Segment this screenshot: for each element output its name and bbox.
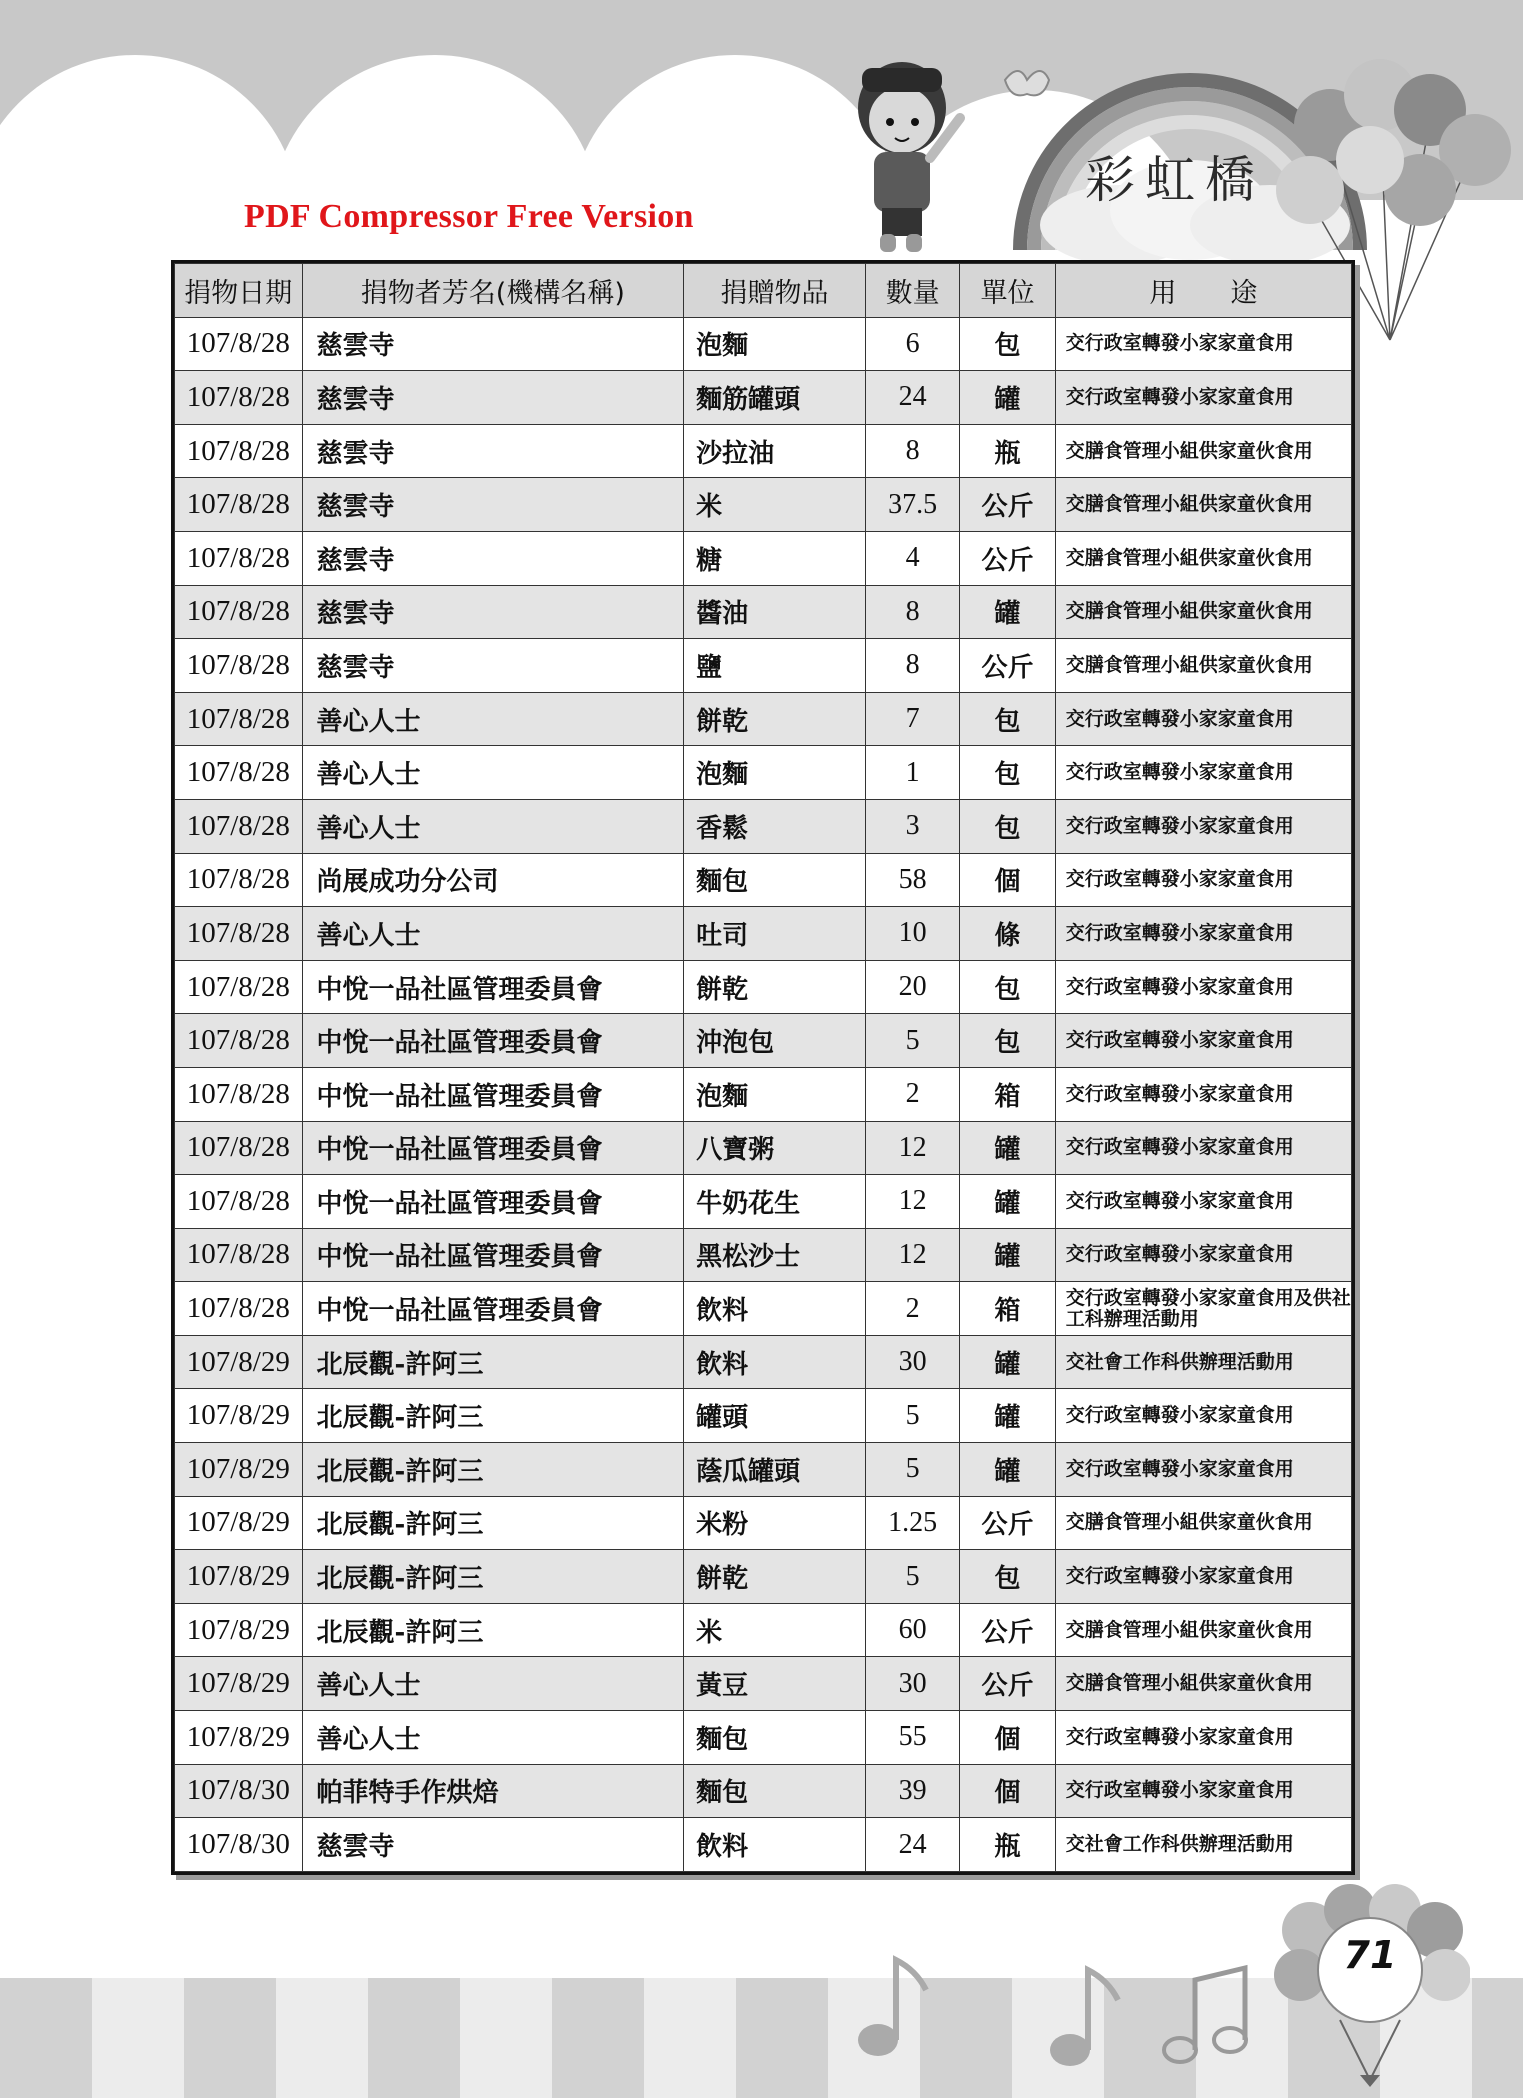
cell-donor: 中悅一品社區管理委員會: [302, 1121, 684, 1175]
table-row: [175, 1175, 1352, 1229]
cell-qty: 4: [865, 531, 959, 585]
cell-item: 麵包: [684, 1711, 866, 1765]
table-row: [175, 692, 1352, 746]
cell-date: 107/8/28: [175, 907, 303, 961]
cell-item: 沙拉油: [684, 424, 866, 478]
cell-unit: 個: [960, 1711, 1055, 1765]
cell-unit: 公斤: [960, 1496, 1055, 1550]
table-row: [175, 371, 1352, 425]
table-row: [175, 853, 1352, 907]
table-row: [175, 1550, 1352, 1604]
cell-donor: 北辰觀-許阿三: [302, 1443, 684, 1497]
header-unit: 單位: [960, 264, 1055, 318]
cell-donor: 慈雲寺: [302, 317, 684, 371]
cell-date: 107/8/29: [175, 1657, 303, 1711]
cell-qty: 20: [865, 960, 959, 1014]
cell-qty: 5: [865, 1550, 959, 1604]
cell-item: 牛奶花生: [684, 1175, 866, 1229]
cell-donor: 慈雲寺: [302, 478, 684, 532]
cell-unit: 公斤: [960, 531, 1055, 585]
cell-item: 麵筋罐頭: [684, 371, 866, 425]
cell-date: 107/8/28: [175, 317, 303, 371]
table-row: [175, 1228, 1352, 1282]
cell-qty: 39: [865, 1764, 959, 1818]
cell-donor: 中悅一品社區管理委員會: [302, 960, 684, 1014]
cell-donor: 善心人士: [302, 746, 684, 800]
table-row: [175, 317, 1352, 371]
cell-date: 107/8/29: [175, 1496, 303, 1550]
cell-qty: 30: [865, 1657, 959, 1711]
heart-balloon-decoration: [1270, 1880, 1470, 2090]
cell-purpose: 交膳食管理小組供家童伙食用: [1055, 639, 1351, 693]
cell-donor: 中悅一品社區管理委員會: [302, 1228, 684, 1282]
cell-unit: 包: [960, 746, 1055, 800]
cell-qty: 8: [865, 424, 959, 478]
cell-qty: 7: [865, 692, 959, 746]
cell-purpose: 交行政室轉發小家家童食用: [1055, 1764, 1351, 1818]
cell-qty: 8: [865, 639, 959, 693]
table-row: [175, 639, 1352, 693]
cell-item: 米: [684, 478, 866, 532]
cell-purpose: 交膳食管理小組供家童伙食用: [1055, 1496, 1351, 1550]
cell-purpose: 交行政室轉發小家家童食用: [1055, 1014, 1351, 1068]
cell-purpose: 交行政室轉發小家家童食用: [1055, 960, 1351, 1014]
table-row: [175, 1389, 1352, 1443]
cell-item: 餅乾: [684, 960, 866, 1014]
cell-unit: 罐: [960, 1443, 1055, 1497]
cell-donor: 尚展成功分公司: [302, 853, 684, 907]
table-row: [175, 1711, 1352, 1765]
header-item: 捐贈物品: [684, 264, 866, 318]
cell-purpose: 交膳食管理小組供家童伙食用: [1055, 478, 1351, 532]
cell-qty: 3: [865, 799, 959, 853]
cell-unit: 箱: [960, 1067, 1055, 1121]
cell-qty: 10: [865, 907, 959, 961]
cell-date: 107/8/29: [175, 1335, 303, 1389]
cell-date: 107/8/28: [175, 371, 303, 425]
header-scallop: [0, 55, 300, 200]
cell-purpose: 交行政室轉發小家家童食用: [1055, 371, 1351, 425]
brand-title: 彩虹橋: [1085, 151, 1265, 209]
cell-qty: 12: [865, 1121, 959, 1175]
cell-unit: 罐: [960, 1389, 1055, 1443]
cell-date: 107/8/29: [175, 1603, 303, 1657]
cell-date: 107/8/28: [175, 1282, 303, 1336]
cell-purpose: 交行政室轉發小家家童食用: [1055, 1175, 1351, 1229]
cell-unit: 罐: [960, 1228, 1055, 1282]
cell-unit: 罐: [960, 1175, 1055, 1229]
cell-date: 107/8/28: [175, 746, 303, 800]
cell-donor: 北辰觀-許阿三: [302, 1389, 684, 1443]
cell-item: 醬油: [684, 585, 866, 639]
cell-item: 麵包: [684, 1764, 866, 1818]
cell-qty: 58: [865, 853, 959, 907]
cell-unit: 包: [960, 1550, 1055, 1604]
cell-qty: 37.5: [865, 478, 959, 532]
cell-item: 黑松沙士: [684, 1228, 866, 1282]
cell-donor: 北辰觀-許阿三: [302, 1550, 684, 1604]
table-row: [175, 531, 1352, 585]
cell-qty: 12: [865, 1228, 959, 1282]
table-row: [175, 1657, 1352, 1711]
cell-unit: 公斤: [960, 478, 1055, 532]
cell-date: 107/8/28: [175, 1175, 303, 1229]
cell-qty: 2: [865, 1067, 959, 1121]
cell-item: 泡麵: [684, 317, 866, 371]
cell-donor: 中悅一品社區管理委員會: [302, 1175, 684, 1229]
table-row: [175, 746, 1352, 800]
cell-qty: 55: [865, 1711, 959, 1765]
cell-purpose: 交社會工作科供辦理活動用: [1055, 1818, 1351, 1872]
watermark-text: PDF Compressor Free Version: [244, 198, 694, 235]
cell-item: 罐頭: [684, 1389, 866, 1443]
cell-unit: 包: [960, 960, 1055, 1014]
cell-date: 107/8/28: [175, 1067, 303, 1121]
cell-donor: 善心人士: [302, 1711, 684, 1765]
cell-unit: 罐: [960, 371, 1055, 425]
cell-unit: 公斤: [960, 1603, 1055, 1657]
cell-unit: 個: [960, 1764, 1055, 1818]
cell-qty: 24: [865, 1818, 959, 1872]
table-row: [175, 1121, 1352, 1175]
cell-unit: 罐: [960, 585, 1055, 639]
cell-item: 黃豆: [684, 1657, 866, 1711]
table-row: [175, 960, 1352, 1014]
cell-item: 飲料: [684, 1818, 866, 1872]
cell-date: 107/8/28: [175, 1014, 303, 1068]
table-row: [175, 1443, 1352, 1497]
header-purpose: 用 途: [1055, 264, 1351, 318]
cell-item: 鹽: [684, 639, 866, 693]
cell-qty: 2: [865, 1282, 959, 1336]
cell-item: 沖泡包: [684, 1014, 866, 1068]
cell-purpose: 交行政室轉發小家家童食用: [1055, 853, 1351, 907]
cell-date: 107/8/28: [175, 639, 303, 693]
table-row: [175, 907, 1352, 961]
cell-date: 107/8/28: [175, 1121, 303, 1175]
cell-donor: 帕菲特手作烘焙: [302, 1764, 684, 1818]
table-row: [175, 1014, 1352, 1068]
cell-item: 八寶粥: [684, 1121, 866, 1175]
header-scallop: [270, 55, 600, 200]
cell-unit: 公斤: [960, 639, 1055, 693]
cell-unit: 罐: [960, 1121, 1055, 1175]
table-row: [175, 585, 1352, 639]
cell-purpose: 交社會工作科供辦理活動用: [1055, 1335, 1351, 1389]
cell-qty: 24: [865, 371, 959, 425]
cell-item: 飲料: [684, 1335, 866, 1389]
cell-date: 107/8/28: [175, 585, 303, 639]
cell-qty: 6: [865, 317, 959, 371]
cell-unit: 瓶: [960, 424, 1055, 478]
cell-donor: 北辰觀-許阿三: [302, 1496, 684, 1550]
cell-purpose: 交行政室轉發小家家童食用: [1055, 1711, 1351, 1765]
cell-donor: 中悅一品社區管理委員會: [302, 1014, 684, 1068]
cell-purpose: 交行政室轉發小家家童食用: [1055, 799, 1351, 853]
table-row: [175, 1818, 1352, 1872]
cell-purpose: 交行政室轉發小家家童食用: [1055, 1228, 1351, 1282]
cell-qty: 1: [865, 746, 959, 800]
cell-unit: 公斤: [960, 1657, 1055, 1711]
cell-qty: 5: [865, 1014, 959, 1068]
cell-item: 餅乾: [684, 1550, 866, 1604]
cell-item: 麵包: [684, 853, 866, 907]
cell-date: 107/8/28: [175, 478, 303, 532]
cell-qty: 5: [865, 1389, 959, 1443]
cell-item: 泡麵: [684, 746, 866, 800]
cell-purpose: 交行政室轉發小家家童食用: [1055, 746, 1351, 800]
table-body: [175, 317, 1352, 1871]
cell-purpose: 交行政室轉發小家家童食用: [1055, 907, 1351, 961]
girl-illustration: [840, 48, 980, 258]
donation-table: [171, 260, 1355, 1875]
table-row: [175, 1067, 1352, 1121]
cell-donor: 善心人士: [302, 1657, 684, 1711]
cell-item: 糖: [684, 531, 866, 585]
cell-date: 107/8/28: [175, 531, 303, 585]
cell-item: 蔭瓜罐頭: [684, 1443, 866, 1497]
cell-date: 107/8/30: [175, 1764, 303, 1818]
cell-donor: 北辰觀-許阿三: [302, 1335, 684, 1389]
cell-unit: 罐: [960, 1335, 1055, 1389]
cell-date: 107/8/28: [175, 692, 303, 746]
cell-donor: 北辰觀-許阿三: [302, 1603, 684, 1657]
cell-item: 吐司: [684, 907, 866, 961]
table-header-row: [175, 264, 1352, 318]
table-row: [175, 1282, 1352, 1336]
cell-donor: 慈雲寺: [302, 371, 684, 425]
cell-donor: 慈雲寺: [302, 531, 684, 585]
cell-purpose: 交行政室轉發小家家童食用: [1055, 1550, 1351, 1604]
table-row: [175, 1335, 1352, 1389]
cell-purpose: 交行政室轉發小家家童食用: [1055, 1067, 1351, 1121]
cell-item: 泡麵: [684, 1067, 866, 1121]
header-date: 捐物日期: [175, 264, 303, 318]
cell-item: 香鬆: [684, 799, 866, 853]
table-row: [175, 1496, 1352, 1550]
music-notes-decoration: [850, 1940, 1270, 2090]
header-qty: 數量: [865, 264, 959, 318]
cell-qty: 30: [865, 1335, 959, 1389]
header-donor: 捐物者芳名(機構名稱): [302, 264, 684, 318]
table-row: [175, 799, 1352, 853]
cell-unit: 包: [960, 1014, 1055, 1068]
cell-purpose: 交行政室轉發小家家童食用: [1055, 317, 1351, 371]
cell-purpose: 交行政室轉發小家家童食用: [1055, 692, 1351, 746]
cell-purpose: 交行政室轉發小家家童食用及供社工科辦理活動用: [1055, 1282, 1351, 1336]
cell-purpose: 交行政室轉發小家家童食用: [1055, 1389, 1351, 1443]
cell-unit: 條: [960, 907, 1055, 961]
page-number: 71: [1343, 1933, 1397, 1977]
cell-purpose: 交膳食管理小組供家童伙食用: [1055, 585, 1351, 639]
cell-donor: 中悅一品社區管理委員會: [302, 1067, 684, 1121]
cell-purpose: 交膳食管理小組供家童伙食用: [1055, 424, 1351, 478]
cell-unit: 包: [960, 799, 1055, 853]
cell-date: 107/8/28: [175, 960, 303, 1014]
cell-donor: 善心人士: [302, 907, 684, 961]
cell-item: 米: [684, 1603, 866, 1657]
cell-date: 107/8/29: [175, 1711, 303, 1765]
cell-donor: 慈雲寺: [302, 585, 684, 639]
table-row: [175, 424, 1352, 478]
table-row: [175, 1603, 1352, 1657]
cell-purpose: 交膳食管理小組供家童伙食用: [1055, 1603, 1351, 1657]
cell-purpose: 交膳食管理小組供家童伙食用: [1055, 1657, 1351, 1711]
cell-item: 飲料: [684, 1282, 866, 1336]
cell-date: 107/8/28: [175, 799, 303, 853]
cell-donor: 慈雲寺: [302, 639, 684, 693]
cell-donor: 中悅一品社區管理委員會: [302, 1282, 684, 1336]
cell-date: 107/8/29: [175, 1443, 303, 1497]
cell-donor: 慈雲寺: [302, 1818, 684, 1872]
cell-purpose: 交行政室轉發小家家童食用: [1055, 1443, 1351, 1497]
cell-donor: 慈雲寺: [302, 424, 684, 478]
table-row: [175, 1764, 1352, 1818]
cell-unit: 包: [960, 317, 1055, 371]
cell-unit: 包: [960, 692, 1055, 746]
cell-unit: 個: [960, 853, 1055, 907]
cell-item: 米粉: [684, 1496, 866, 1550]
cell-qty: 60: [865, 1603, 959, 1657]
cell-unit: 瓶: [960, 1818, 1055, 1872]
cell-qty: 12: [865, 1175, 959, 1229]
cell-date: 107/8/29: [175, 1550, 303, 1604]
cell-qty: 5: [865, 1443, 959, 1497]
cell-donor: 善心人士: [302, 692, 684, 746]
cell-qty: 1.25: [865, 1496, 959, 1550]
cell-qty: 8: [865, 585, 959, 639]
cell-purpose: 交行政室轉發小家家童食用: [1055, 1121, 1351, 1175]
cell-date: 107/8/28: [175, 1228, 303, 1282]
cell-donor: 善心人士: [302, 799, 684, 853]
table-row: [175, 478, 1352, 532]
cell-date: 107/8/30: [175, 1818, 303, 1872]
cell-item: 餅乾: [684, 692, 866, 746]
cell-date: 107/8/28: [175, 424, 303, 478]
cell-date: 107/8/29: [175, 1389, 303, 1443]
cell-date: 107/8/28: [175, 853, 303, 907]
cell-unit: 箱: [960, 1282, 1055, 1336]
cell-purpose: 交膳食管理小組供家童伙食用: [1055, 531, 1351, 585]
